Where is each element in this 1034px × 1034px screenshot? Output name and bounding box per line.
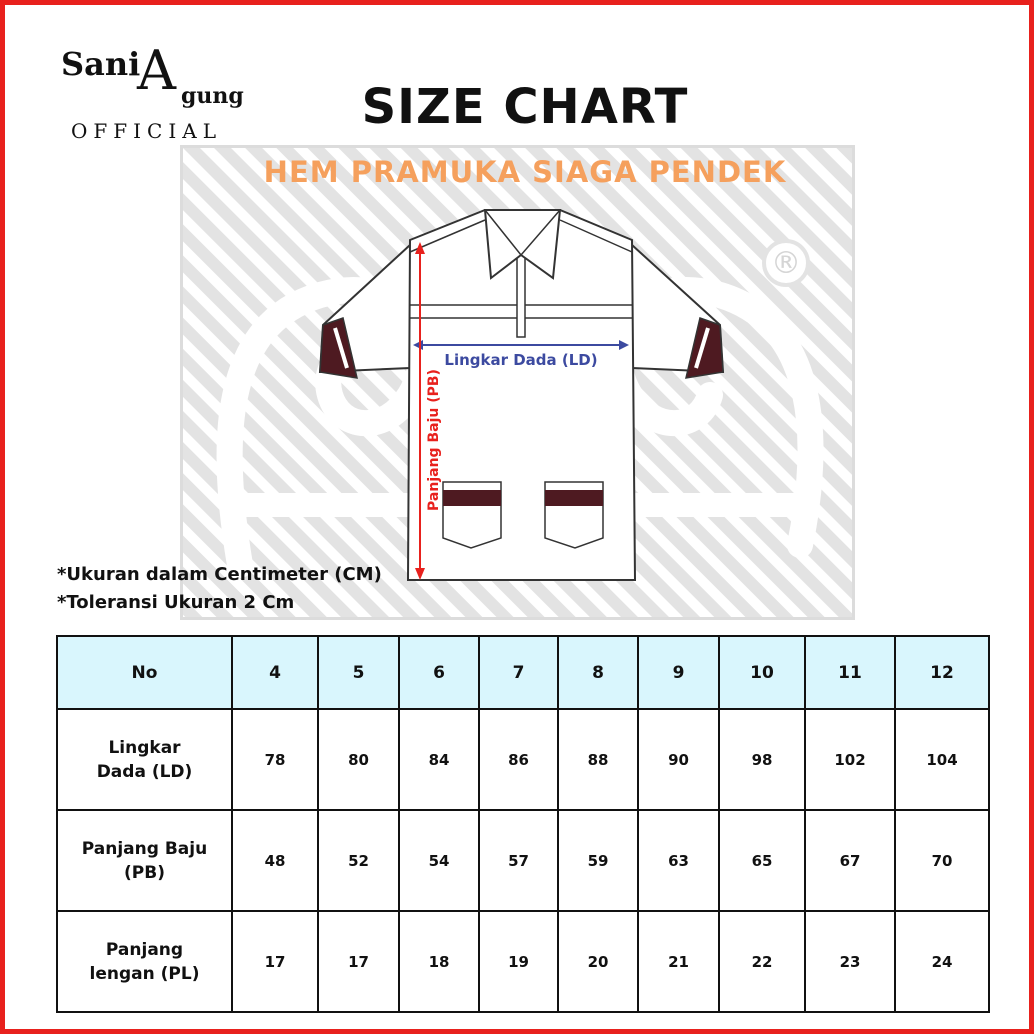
table-cell: 86	[479, 709, 558, 810]
header-cell: 6	[399, 636, 479, 709]
table-cell: 23	[805, 911, 895, 1012]
header-cell: 12	[895, 636, 989, 709]
header-cell: 9	[638, 636, 719, 709]
table-header-row	[57, 636, 989, 709]
table-cell: 63	[638, 810, 719, 911]
row-label-line: lengan (PL)	[89, 963, 200, 984]
row-label-line: Lingkar	[108, 737, 181, 758]
header-cell: 8	[558, 636, 638, 709]
table-cell: 65	[719, 810, 805, 911]
table-cell: 20	[558, 911, 638, 1012]
table-cell: 22	[719, 911, 805, 1012]
table-cell: 104	[895, 709, 989, 810]
table-cell: 102	[805, 709, 895, 810]
unit-note: *Ukuran dalam Centimeter (CM)	[57, 564, 382, 585]
header-cell: 7	[479, 636, 558, 709]
table-cell: 84	[399, 709, 479, 810]
size-table	[56, 635, 990, 1013]
table-cell: 70	[895, 810, 989, 911]
table-cell: 24	[895, 911, 989, 1012]
table-row	[57, 810, 989, 911]
table-cell: 21	[638, 911, 719, 1012]
row-label-line: Panjang Baju	[81, 838, 208, 859]
header-cell: 11	[805, 636, 895, 709]
row-label	[57, 911, 232, 1012]
brand-name-gung: gung	[181, 83, 244, 109]
table-cell: 98	[719, 709, 805, 810]
row-label-line: Dada (LD)	[96, 761, 193, 782]
row-label-line: (PB)	[124, 862, 165, 883]
registered-mark: ®	[771, 246, 801, 281]
tolerance-note: *Toleransi Ukuran 2 Cm	[57, 592, 295, 613]
table-cell: 59	[558, 810, 638, 911]
table-cell: 57	[479, 810, 558, 911]
table-cell: 17	[318, 911, 399, 1012]
brand-name-sani: Sani	[61, 45, 141, 83]
chest-measure-label: Lingkar Dada (LD)	[444, 351, 598, 369]
brand-logo	[57, 39, 257, 143]
table-cell: 54	[399, 810, 479, 911]
shirt-diagram	[295, 200, 755, 595]
header-cell: No	[57, 636, 232, 709]
table-cell: 78	[232, 709, 318, 810]
header-cell: 10	[719, 636, 805, 709]
table-cell: 80	[318, 709, 399, 810]
table-cell: 90	[638, 709, 719, 810]
row-label-line: Panjang	[105, 939, 184, 960]
table-row	[57, 709, 989, 810]
row-label	[57, 810, 232, 911]
page-title: SIZE CHART	[361, 79, 689, 135]
header-cell: 4	[232, 636, 318, 709]
table-row	[57, 911, 989, 1012]
brand-official: OFFICIAL	[71, 119, 222, 143]
table-cell: 88	[558, 709, 638, 810]
table-cell: 67	[805, 810, 895, 911]
table-cell: 48	[232, 810, 318, 911]
table-cell: 18	[399, 911, 479, 1012]
table-cell: 52	[318, 810, 399, 911]
row-label	[57, 709, 232, 810]
header-cell: 5	[318, 636, 399, 709]
brand-name-a: A	[137, 39, 176, 102]
table-cell: 19	[479, 911, 558, 1012]
table-cell: 17	[232, 911, 318, 1012]
product-subtitle: HEM PRAMUKA SIAGA PENDEK	[263, 155, 787, 189]
length-measure-label: Panjang Baju (PB)	[426, 369, 442, 511]
